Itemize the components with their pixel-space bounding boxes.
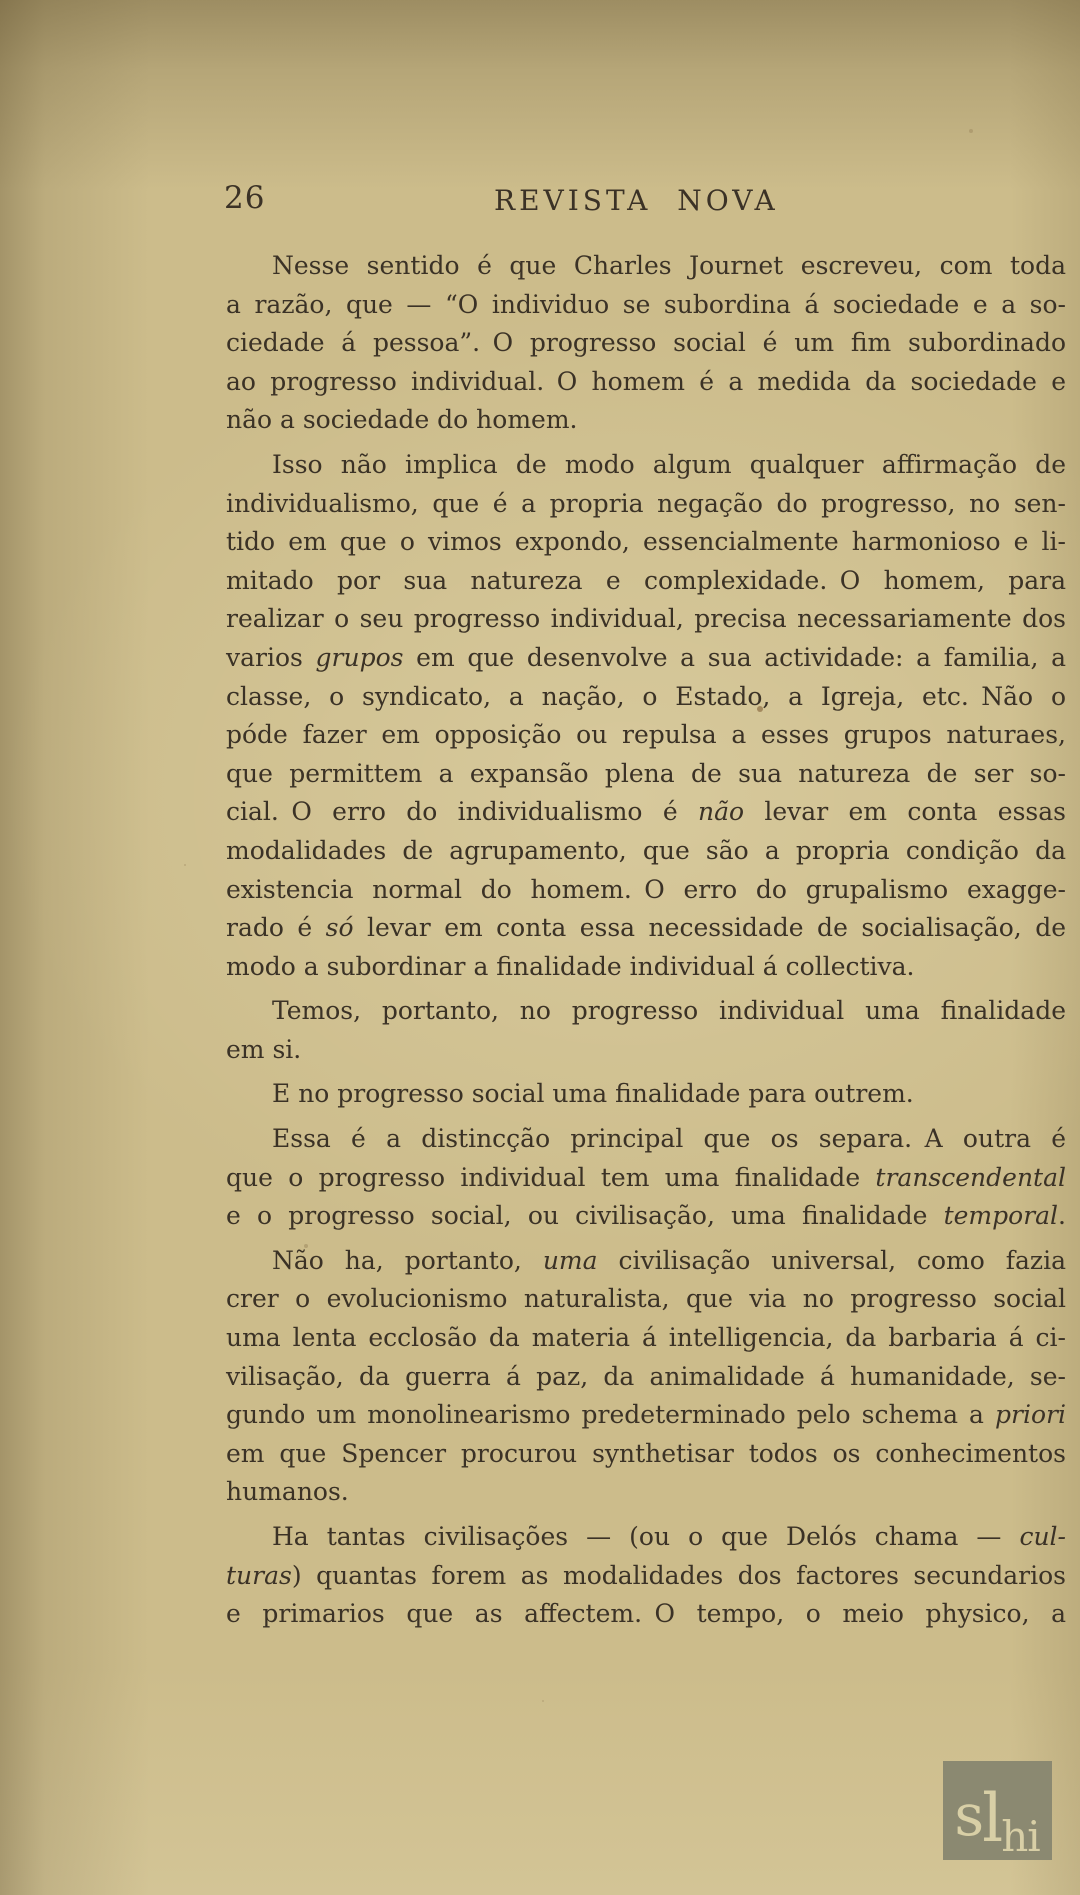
text-line: [226, 286, 1066, 325]
text-line: [226, 1280, 1066, 1319]
text-line: [226, 1595, 1066, 1634]
paragraph: [226, 446, 1066, 986]
text-segment: ) quantas forem as modalidades dos factores secundarios: [291, 1560, 1066, 1590]
text-segment: humanos.: [226, 1477, 349, 1507]
text-line: [226, 562, 1066, 601]
page-number: 26: [224, 180, 266, 216]
text-segment: gundo um monolinearismo predeterminado pelo schema a: [226, 1400, 996, 1430]
text-line: [226, 1120, 1066, 1159]
library-stamp: [943, 1761, 1052, 1860]
text-segment: Isso não implica de modo algum qualquer affirmação de: [272, 449, 1066, 479]
italic-text: priori: [995, 1400, 1066, 1430]
text-segment: .: [1058, 1201, 1066, 1231]
text-segment: e primarios que as affectem. O tempo, o meio physico, a: [226, 1599, 1066, 1629]
text-segment: ao progresso individual. O homem é a medida da sociedade e: [226, 366, 1066, 396]
paragraph: [226, 992, 1066, 1069]
text-segment: levar em conta essa necessidade de socialisação, de: [353, 913, 1066, 943]
paragraph: [226, 1120, 1066, 1236]
text-line: [226, 1319, 1066, 1358]
text-segment: E no progresso social uma finalidade para outrem.: [272, 1079, 914, 1109]
paragraph: [226, 1242, 1066, 1512]
text-line: [226, 1473, 1066, 1512]
text-line: [226, 1031, 1066, 1070]
text-line: [226, 909, 1066, 948]
paragraph: [226, 1518, 1066, 1634]
text-segment: ciedade á pessoa”. O progresso social é um fim subordinado: [226, 328, 1066, 358]
text-segment: Temos, portanto, no progresso individual uma finalidade: [272, 996, 1066, 1026]
stamp-letter-l: l: [982, 1780, 1004, 1857]
text-line: [226, 1518, 1066, 1557]
text-line: [226, 639, 1066, 678]
text-line: [226, 1159, 1066, 1198]
text-segment: cial. O erro do individualismo é: [226, 797, 698, 827]
italic-text: transcendental: [875, 1162, 1066, 1192]
text-segment: que o progresso individual tem uma finalidade: [226, 1162, 876, 1192]
paragraph: [226, 1075, 1066, 1114]
text-line: [226, 485, 1066, 524]
text-line: [226, 948, 1066, 987]
text-segment: Não ha, portanto,: [272, 1245, 543, 1275]
text-line: [226, 363, 1066, 402]
italic-text: turas: [226, 1560, 292, 1590]
text-segment: Nesse sentido é que Charles Journet escreveu, com toda: [272, 251, 1066, 280]
italic-text: temporal: [943, 1201, 1059, 1231]
text-segment: individualismo, que é a propria negação do progresso, no sen-: [226, 488, 1066, 518]
text-segment: em que desenvolve a sua actividade: a familia, a: [403, 642, 1066, 672]
text-line: [226, 1557, 1066, 1596]
text-line: [226, 600, 1066, 639]
stamp-letter-i: i: [1027, 1812, 1041, 1861]
text-segment: póde fazer em opposição ou repulsa a esses grupos naturaes,: [226, 720, 1066, 750]
text-segment: mitado por sua natureza e complexidade. O homem, para: [226, 565, 1066, 595]
text-segment: e o progresso social, ou civilisação, uma finalidade: [226, 1201, 944, 1231]
text-line: [226, 1197, 1066, 1236]
text-segment: modo a subordinar a finalidade individual á collectiva.: [226, 951, 915, 981]
journal-title: REVISTA NOVA: [494, 184, 779, 217]
text-line: [226, 832, 1066, 871]
text-line: [226, 716, 1066, 755]
text-line: [226, 247, 1066, 286]
text-segment: Essa é a distincção principal que os separa. A outra é: [272, 1124, 1066, 1154]
text-segment: modalidades de agrupamento, que são a propria condição da: [226, 835, 1066, 865]
text-line: [226, 446, 1066, 485]
text-segment: em que Spencer procurou synthetisar todos os conhecimentos: [226, 1438, 1066, 1468]
page-body: [226, 247, 1066, 1634]
text-line: [226, 324, 1066, 363]
stamp-letter-s: s: [954, 1781, 985, 1849]
text-line: [226, 793, 1066, 832]
italic-text: uma: [542, 1245, 598, 1275]
text-line: [226, 1435, 1066, 1474]
text-segment: que permittem a expansão plena de sua natureza de ser so-: [226, 758, 1066, 788]
text-segment: crer o evolucionismo naturalista, que via no progresso social: [226, 1284, 1066, 1314]
text-line: [226, 871, 1066, 910]
text-segment: não a sociedade do homem.: [226, 405, 578, 435]
text-line: [226, 1075, 1066, 1114]
text-line: [226, 755, 1066, 794]
text-segment: existencia normal do homem. O erro do grupalismo exagge-: [226, 874, 1066, 904]
text-segment: uma lenta ecclosão da materia á intelligencia, da barbaria á ci-: [226, 1323, 1066, 1353]
text-segment: tido em que o vimos expondo, essencialmente harmonioso e li-: [226, 527, 1066, 557]
paragraph: [226, 247, 1066, 440]
text-line: [226, 523, 1066, 562]
text-segment: rado é: [226, 913, 326, 943]
text-segment: classe, o syndicato, a nação, o Estado, a Igreja, etc. Não o: [226, 681, 1066, 711]
italic-text: não: [697, 797, 745, 827]
text-segment: em si.: [226, 1034, 302, 1064]
text-segment: levar em conta essas: [744, 797, 1066, 827]
text-line: [226, 1396, 1066, 1435]
text-line: [226, 678, 1066, 717]
text-line: [226, 1242, 1066, 1281]
italic-text: grupos: [315, 642, 404, 672]
text-segment: a razão, que — “O individuo se subordina á sociedade e a so-: [226, 289, 1066, 319]
text-segment: vilisação, da guerra á paz, da animalidade á humanidade, se-: [226, 1361, 1066, 1391]
text-line: [226, 401, 1066, 440]
text-line: [226, 1358, 1066, 1397]
italic-text: cul-: [1019, 1522, 1066, 1551]
text-segment: civilisação universal, como fazia: [597, 1245, 1066, 1275]
text-segment: Ha tantas civilisações — (ou o que Delós chama —: [272, 1522, 1020, 1551]
text-segment: varios: [226, 642, 316, 672]
italic-text: só: [325, 913, 354, 943]
text-line: [226, 992, 1066, 1031]
stamp-letter-h: h: [1001, 1812, 1029, 1861]
text-segment: realizar o seu progresso individual, precisa necessariamente dos: [226, 604, 1066, 634]
